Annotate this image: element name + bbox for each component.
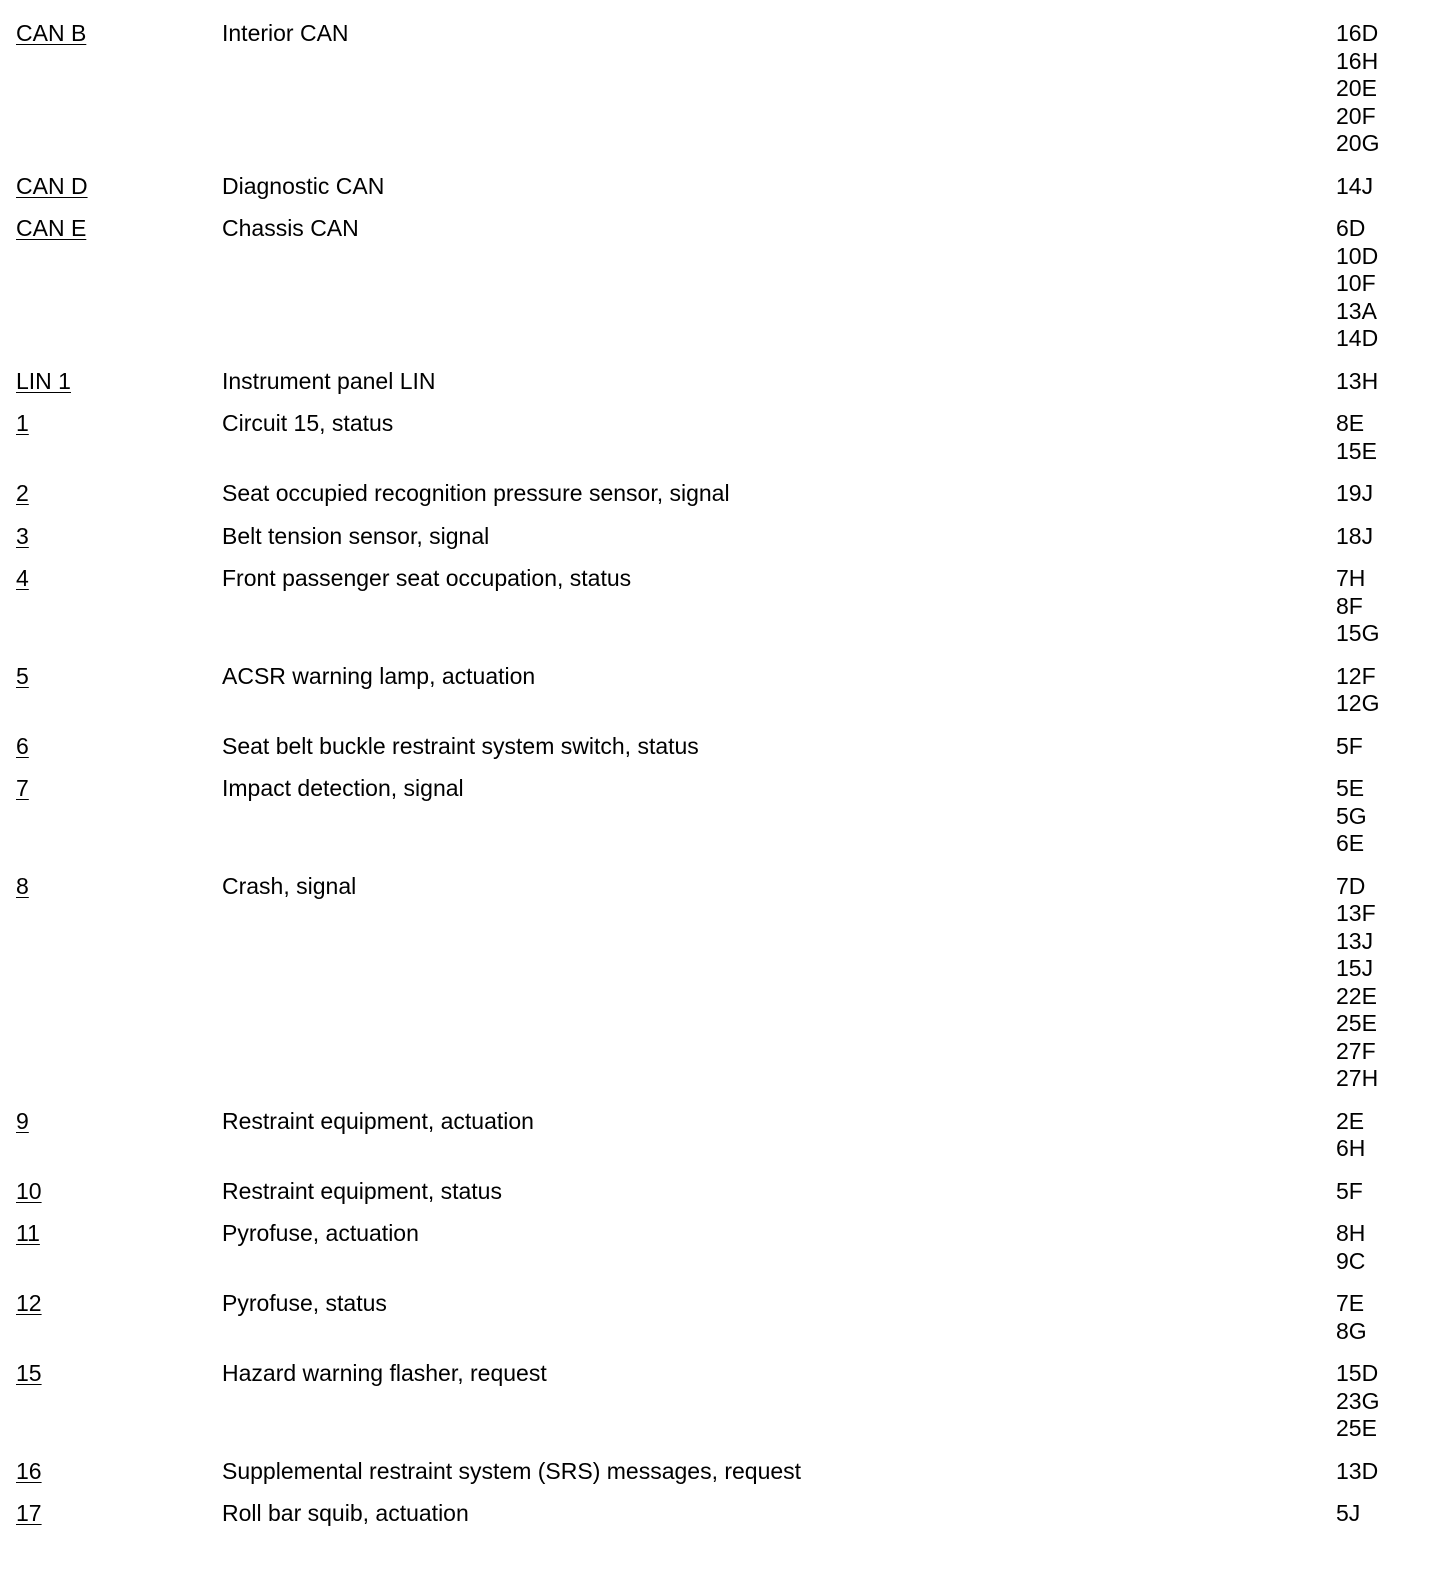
grid-location-code: 5J — [1336, 1500, 1361, 1526]
grid-location-code: 20E — [1336, 75, 1377, 101]
reference-link[interactable]: 16 — [16, 1457, 42, 1484]
grid-location-list — [1336, 1220, 1365, 1275]
signal-description: Interior CAN — [222, 20, 349, 46]
reference-link[interactable]: 10 — [16, 1177, 42, 1204]
reference-row — [0, 1108, 1440, 1163]
grid-location-code: 6E — [1336, 830, 1365, 856]
signal-description: Crash, signal — [222, 872, 357, 899]
reference-row — [0, 873, 1440, 1093]
grid-location-code: 15G — [1336, 620, 1380, 646]
grid-location-code: 5F — [1336, 732, 1363, 759]
grid-location-code: 7H — [1336, 565, 1366, 591]
signal-description: Belt tension sensor, signal — [222, 522, 490, 549]
grid-location-code: 8F — [1336, 592, 1363, 619]
grid-location-code: 14J — [1336, 172, 1374, 199]
grid-location-list — [1336, 1108, 1365, 1163]
signal-description: Seat belt buckle restraint system switch, status — [222, 732, 699, 759]
grid-location-code: 20F — [1336, 102, 1376, 129]
reference-link[interactable]: 8 — [16, 872, 29, 899]
grid-location-code: 9C — [1336, 1247, 1366, 1274]
grid-location-code: 5F — [1336, 1177, 1363, 1204]
grid-location-list — [1336, 775, 1367, 858]
reference-link[interactable]: 5 — [16, 662, 29, 689]
reference-row — [0, 1178, 1440, 1206]
signal-description: Restraint equipment, status — [222, 1177, 502, 1204]
reference-row — [0, 733, 1440, 761]
reference-row — [0, 1220, 1440, 1275]
grid-location-code: 15E — [1336, 437, 1377, 464]
reference-row — [0, 1458, 1440, 1486]
grid-location-code: 27H — [1336, 1065, 1379, 1091]
reference-row — [0, 1360, 1440, 1443]
grid-location-list — [1336, 368, 1378, 396]
reference-link[interactable]: 17 — [16, 1500, 42, 1526]
grid-location-code: 16D — [1336, 20, 1379, 46]
signal-description: Front passenger seat occupation, status — [222, 565, 632, 591]
grid-location-code: 25E — [1336, 1010, 1377, 1036]
reference-link[interactable]: CAN E — [16, 215, 87, 241]
signal-description: Impact detection, signal — [222, 775, 464, 801]
grid-location-code: 5E — [1336, 775, 1365, 801]
grid-location-list — [1336, 523, 1373, 551]
grid-location-code: 18J — [1336, 522, 1374, 549]
reference-link[interactable]: 4 — [16, 565, 29, 591]
grid-location-code: 15D — [1336, 1360, 1379, 1386]
signal-description: Circuit 15, status — [222, 410, 394, 436]
reference-row — [0, 663, 1440, 718]
reference-row — [0, 775, 1440, 858]
reference-row — [0, 480, 1440, 508]
grid-location-code: 13D — [1336, 1457, 1379, 1484]
reference-link[interactable]: 15 — [16, 1360, 42, 1386]
grid-location-code: 8E — [1336, 410, 1365, 436]
grid-location-code: 12G — [1336, 690, 1380, 716]
signal-description: Chassis CAN — [222, 215, 359, 241]
grid-location-code: 23G — [1336, 1387, 1380, 1414]
reference-row — [0, 20, 1440, 158]
grid-location-code: 7D — [1336, 872, 1366, 899]
grid-location-code: 19J — [1336, 480, 1374, 506]
grid-location-list — [1336, 663, 1379, 718]
reference-row — [0, 410, 1440, 465]
grid-location-code: 27F — [1336, 1037, 1376, 1064]
grid-location-code: 13H — [1336, 367, 1379, 394]
grid-location-list — [1336, 733, 1363, 761]
grid-location-code: 10F — [1336, 270, 1376, 296]
grid-location-code: 22E — [1336, 982, 1377, 1009]
grid-location-list — [1336, 480, 1373, 508]
grid-location-code: 10D — [1336, 242, 1379, 269]
reference-row — [0, 1290, 1440, 1345]
grid-location-code: 15J — [1336, 955, 1374, 981]
reference-link[interactable]: LIN 1 — [16, 367, 71, 394]
signal-description: Pyrofuse, actuation — [222, 1220, 419, 1246]
signal-description: Supplemental restraint system (SRS) messages, request — [222, 1457, 802, 1484]
reference-row — [0, 173, 1440, 201]
grid-location-code: 6H — [1336, 1135, 1366, 1161]
grid-location-code: 13J — [1336, 927, 1374, 954]
reference-row — [0, 523, 1440, 551]
reference-link[interactable]: 2 — [16, 480, 29, 506]
grid-location-code: 7E — [1336, 1290, 1365, 1316]
grid-location-code: 6D — [1336, 215, 1366, 241]
signal-description: Hazard warning flasher, request — [222, 1360, 547, 1386]
reference-link[interactable]: 7 — [16, 775, 29, 801]
reference-link[interactable]: 9 — [16, 1107, 29, 1134]
reference-link[interactable]: 3 — [16, 522, 29, 549]
grid-location-list — [1336, 1360, 1379, 1443]
grid-location-code: 12F — [1336, 662, 1376, 689]
grid-location-list — [1336, 173, 1373, 201]
reference-link[interactable]: CAN B — [16, 20, 87, 46]
grid-location-code: 8G — [1336, 1317, 1367, 1344]
grid-location-code: 20G — [1336, 130, 1380, 156]
grid-location-list — [1336, 410, 1377, 465]
grid-location-list — [1336, 215, 1378, 353]
grid-location-code: 13F — [1336, 900, 1376, 926]
reference-row — [0, 1500, 1440, 1528]
signal-description: ACSR warning lamp, actuation — [222, 662, 536, 689]
grid-location-code: 2E — [1336, 1107, 1365, 1134]
grid-location-list — [1336, 1178, 1363, 1206]
grid-location-list — [1336, 1458, 1378, 1486]
grid-location-code: 8H — [1336, 1220, 1366, 1246]
signal-description: Restraint equipment, actuation — [222, 1107, 534, 1134]
grid-location-code: 14D — [1336, 325, 1379, 351]
grid-location-code: 5G — [1336, 802, 1367, 829]
signal-description: Roll bar squib, actuation — [222, 1500, 469, 1526]
grid-location-code: 25E — [1336, 1415, 1377, 1441]
reference-row — [0, 565, 1440, 648]
grid-location-list — [1336, 565, 1379, 648]
grid-location-code: 13A — [1336, 297, 1377, 324]
reference-link[interactable]: 6 — [16, 732, 29, 759]
reference-link[interactable]: 11 — [16, 1220, 40, 1246]
reference-link[interactable]: CAN D — [16, 172, 88, 199]
grid-location-list — [1336, 873, 1378, 1093]
reference-row — [0, 368, 1440, 396]
reference-link[interactable]: 1 — [16, 410, 29, 436]
signal-description: Seat occupied recognition pressure sensor, signal — [222, 480, 730, 506]
grid-location-list — [1336, 20, 1379, 158]
grid-location-list — [1336, 1500, 1360, 1528]
grid-location-list — [1336, 1290, 1367, 1345]
reference-row — [0, 215, 1440, 353]
grid-location-code: 16H — [1336, 47, 1379, 74]
signal-description: Diagnostic CAN — [222, 172, 385, 199]
signal-description: Instrument panel LIN — [222, 367, 436, 394]
signal-description: Pyrofuse, status — [222, 1290, 387, 1316]
reference-link[interactable]: 12 — [16, 1290, 42, 1316]
